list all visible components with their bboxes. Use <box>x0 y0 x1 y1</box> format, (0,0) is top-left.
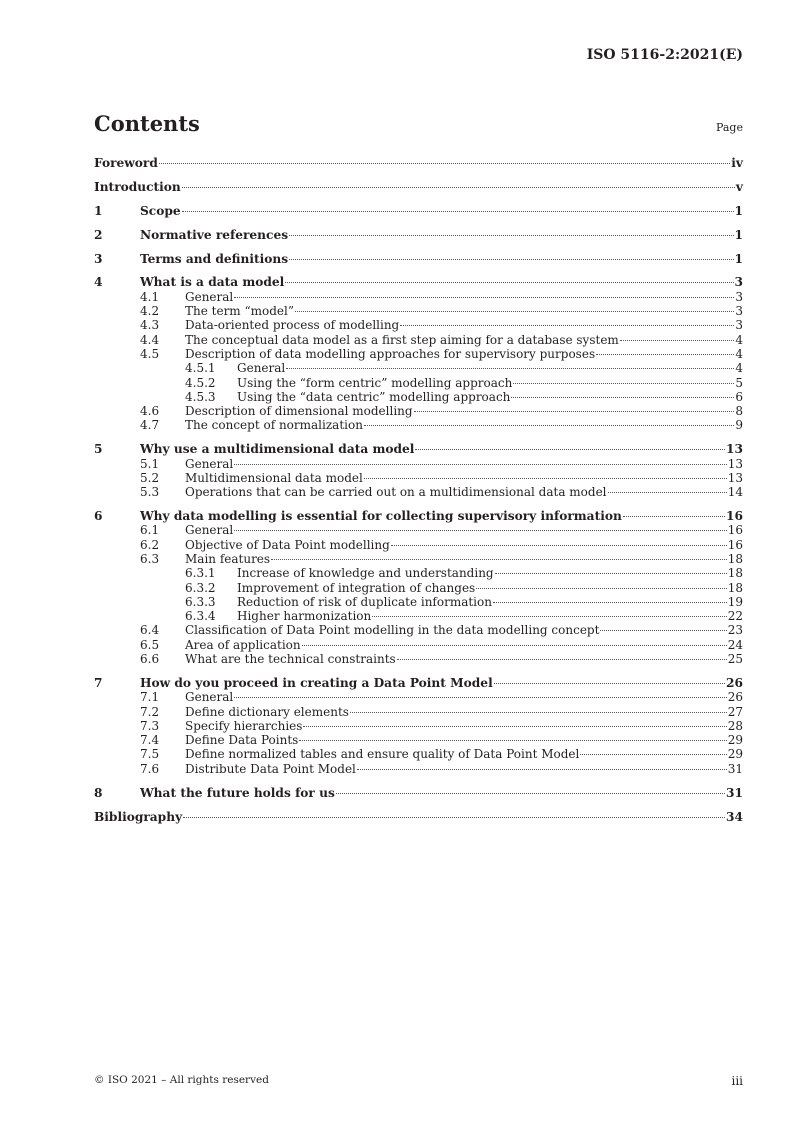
toc-entry-label[interactable]: Using the “form centric” modelling approach <box>237 375 513 390</box>
dot-leader <box>271 559 727 560</box>
toc-entry-page[interactable]: 31 <box>727 761 743 776</box>
toc-entry[interactable] <box>94 304 743 318</box>
toc-entry-number: 4 <box>94 275 103 290</box>
toc-entry[interactable] <box>94 719 743 733</box>
toc-entry-number: 6.3 <box>140 551 160 566</box>
page-number: iii <box>731 1074 743 1088</box>
toc-entry-page[interactable]: 1 <box>734 227 743 242</box>
dot-leader <box>234 297 734 298</box>
toc-entry-label[interactable]: General <box>185 690 234 705</box>
dot-leader <box>476 588 727 589</box>
document-id: ISO 5116-2:2021(E) <box>586 47 743 63</box>
dot-leader <box>285 282 733 283</box>
toc-entry-page[interactable]: 18 <box>727 551 743 566</box>
toc-entry-number: 1 <box>94 203 103 218</box>
dot-leader <box>289 235 733 236</box>
toc-entry-number: 6.4 <box>140 623 160 638</box>
toc-entry[interactable] <box>94 747 743 761</box>
toc-entry-label[interactable]: Distribute Data Point Model <box>185 761 356 776</box>
toc-entry-label[interactable]: Area of application <box>185 637 301 652</box>
dot-leader <box>415 449 725 450</box>
dot-leader <box>608 492 727 493</box>
toc-entry-label[interactable]: Multidimensional data model <box>185 470 363 485</box>
toc-entry-label[interactable]: Higher harmonization <box>237 609 372 624</box>
toc-entry-page[interactable]: 4 <box>735 361 743 376</box>
toc-entry-number: 4.3 <box>140 318 160 333</box>
toc-entry[interactable] <box>94 457 743 471</box>
toc-entry[interactable] <box>94 180 743 194</box>
page-title: Contents <box>94 111 200 136</box>
toc-entry[interactable] <box>94 733 743 747</box>
toc-entry-label[interactable]: Define dictionary elements <box>185 704 349 719</box>
toc-entry-number: 4.7 <box>140 418 160 433</box>
toc-entry[interactable] <box>94 523 743 537</box>
toc-entry-label[interactable]: Define Data Points <box>185 733 299 748</box>
toc-entry-number: 5.3 <box>140 485 160 500</box>
toc-entry-label[interactable]: Description of dimensional modelling <box>185 404 413 419</box>
toc-entry-page[interactable]: 26 <box>727 690 743 705</box>
toc-entry-page[interactable]: 13 <box>727 470 743 485</box>
toc-entry-page[interactable]: 24 <box>727 637 743 652</box>
toc-entry-label[interactable]: Main features <box>185 551 271 566</box>
toc-entry-number: 4.6 <box>140 404 160 419</box>
dot-leader <box>397 659 727 660</box>
toc-entry[interactable] <box>94 228 743 242</box>
toc-entry-label[interactable]: General <box>185 289 234 304</box>
toc-entry-label[interactable]: General <box>237 361 286 376</box>
toc-entry-label[interactable]: The term “model” <box>185 304 294 319</box>
toc-entry[interactable] <box>94 376 743 390</box>
toc-entry-label[interactable]: Operations that can be carried out on a multidimensional data model <box>185 485 607 500</box>
toc-entry-page[interactable]: 3 <box>735 318 743 333</box>
toc-entry[interactable] <box>94 609 743 623</box>
toc-entry[interactable] <box>94 275 743 289</box>
toc-entry-label[interactable]: Scope <box>140 203 181 218</box>
toc-entry-page[interactable]: v <box>735 179 743 194</box>
dot-leader <box>234 464 726 465</box>
toc-entry[interactable] <box>94 538 743 552</box>
toc-entry-page[interactable]: iv <box>731 156 743 170</box>
toc-entry-page[interactable]: 29 <box>727 733 743 748</box>
toc-entry-page[interactable]: 5 <box>735 375 743 390</box>
toc-entry[interactable] <box>94 347 743 361</box>
dot-leader <box>400 325 734 326</box>
toc-entry-label[interactable]: Using the “data centric” modelling approach <box>237 389 511 404</box>
toc-entry-label[interactable]: Data-oriented process of modelling <box>185 318 400 333</box>
toc-entry[interactable] <box>94 581 743 595</box>
toc-entry-page[interactable]: 4 <box>735 346 743 361</box>
toc-entry-page[interactable]: 16 <box>726 509 743 524</box>
dot-leader <box>182 187 735 188</box>
toc-entry[interactable] <box>94 471 743 485</box>
toc-entry-label[interactable]: Why use a multidimensional data model <box>140 442 415 457</box>
dot-leader <box>596 354 734 355</box>
toc-entry-label[interactable]: General <box>185 523 234 538</box>
toc-entry-page[interactable]: 18 <box>727 580 743 595</box>
table-of-contents <box>94 153 743 824</box>
toc-entry-number: 3 <box>94 251 103 266</box>
toc-entry-label[interactable]: Normative references <box>140 227 289 242</box>
toc-entry-number: 6.3.2 <box>185 580 216 595</box>
toc-entry-page[interactable]: 31 <box>726 785 743 800</box>
toc-entry-page[interactable]: 19 <box>727 594 743 609</box>
toc-entry[interactable] <box>94 290 743 304</box>
toc-entry-page[interactable]: 22 <box>727 609 743 624</box>
toc-entry-label[interactable]: The concept of normalization <box>185 418 363 433</box>
toc-entry[interactable] <box>94 595 743 609</box>
toc-entry-label[interactable]: Description of data modelling approaches for supervisory purposes <box>185 346 596 361</box>
dot-leader <box>182 211 734 212</box>
dot-leader <box>159 163 730 164</box>
toc-entry-page[interactable]: 3 <box>734 275 743 290</box>
toc-entry[interactable] <box>94 566 743 580</box>
toc-entry-number: 8 <box>94 785 103 800</box>
dot-leader <box>391 545 727 546</box>
dot-leader <box>620 340 735 341</box>
toc-entry-page[interactable]: 23 <box>727 623 743 638</box>
toc-entry[interactable] <box>94 552 743 566</box>
toc-entry-number: 7.2 <box>140 704 160 719</box>
dot-leader <box>600 630 726 631</box>
dot-leader <box>493 602 727 603</box>
dot-leader <box>286 368 734 369</box>
toc-entry-page[interactable]: 13 <box>727 456 743 471</box>
toc-entry-label[interactable]: Introduction <box>94 179 181 194</box>
dot-leader <box>350 712 727 713</box>
toc-entry-page[interactable]: 34 <box>726 809 743 824</box>
toc-entry-number: 6.1 <box>140 523 160 538</box>
toc-entry-label[interactable]: Why data modelling is essential for collecting supervisory information <box>140 509 622 524</box>
toc-entry-label[interactable]: Foreword <box>94 156 158 170</box>
toc-entry-number: 7 <box>94 675 103 690</box>
toc-entry[interactable] <box>94 156 743 170</box>
toc-entry-label[interactable]: Reduction of risk of duplicate information <box>237 594 492 609</box>
copyright-notice: © ISO 2021 – All rights reserved <box>94 1074 269 1086</box>
toc-entry-label[interactable]: Increase of knowledge and understanding <box>237 566 494 581</box>
dot-leader <box>494 683 725 684</box>
footer <box>94 1074 743 1088</box>
dot-leader <box>623 516 725 517</box>
toc-entry-label[interactable]: What is a data model <box>140 275 285 290</box>
toc-entry-number: 4.1 <box>140 289 160 304</box>
toc-entry-number: 7.6 <box>140 761 160 776</box>
toc-entry-number: 6.3.3 <box>185 594 216 609</box>
toc-entry-page[interactable]: 13 <box>726 442 743 457</box>
toc-entry-page[interactable]: 18 <box>727 566 743 581</box>
toc-entry-label[interactable]: What are the technical constraints <box>185 652 396 667</box>
toc-entry-label[interactable]: Objective of Data Point modelling <box>185 537 390 552</box>
dot-leader <box>495 573 727 574</box>
toc-entry-page[interactable]: 14 <box>727 485 743 500</box>
dot-leader <box>364 478 727 479</box>
toc-entry[interactable] <box>94 652 743 666</box>
toc-entry-label[interactable]: Terms and definitions <box>140 251 289 266</box>
toc-entry-number: 4.2 <box>140 304 160 319</box>
toc-entry-page[interactable]: 29 <box>727 747 743 762</box>
toc-entry-page[interactable]: 27 <box>727 704 743 719</box>
toc-entry[interactable] <box>94 676 743 690</box>
toc-entry-number: 7.1 <box>140 690 160 705</box>
dot-leader <box>414 411 735 412</box>
dot-leader <box>183 817 725 818</box>
toc-entry-page[interactable]: 1 <box>734 251 743 266</box>
dot-leader <box>357 769 727 770</box>
toc-entry[interactable] <box>94 638 743 652</box>
toc-entry-number: 4.5.2 <box>185 375 216 390</box>
toc-entry[interactable] <box>94 509 743 523</box>
toc-entry[interactable] <box>94 390 743 404</box>
toc-entry-page[interactable]: 1 <box>734 203 743 218</box>
toc-entry-number: 5 <box>94 442 103 457</box>
toc-entry-label[interactable]: Bibliography <box>94 809 183 824</box>
toc-entry-number: 4.5 <box>140 346 160 361</box>
toc-entry-number: 7.5 <box>140 747 160 762</box>
toc-entry-number: 7.4 <box>140 733 160 748</box>
toc-entry-page[interactable]: 3 <box>735 304 743 319</box>
toc-entry[interactable] <box>94 442 743 456</box>
dot-leader <box>302 645 727 646</box>
toc-entry[interactable] <box>94 705 743 719</box>
dot-leader <box>234 697 726 698</box>
toc-entry[interactable] <box>94 810 743 824</box>
toc-entry-page[interactable]: 3 <box>735 289 743 304</box>
toc-entry-number: 6.3.4 <box>185 609 216 624</box>
dot-leader <box>511 397 734 398</box>
toc-entry-number: 6.2 <box>140 537 160 552</box>
dot-leader <box>513 383 734 384</box>
toc-entry-page[interactable]: 16 <box>727 523 743 538</box>
toc-entry-label[interactable]: Specify hierarchies <box>185 718 303 733</box>
toc-entry[interactable] <box>94 252 743 266</box>
toc-entry-page[interactable]: 4 <box>735 332 743 347</box>
dot-leader <box>234 530 726 531</box>
toc-entry-label[interactable]: Classification of Data Point modelling in the data modelling concept <box>185 623 600 638</box>
toc-entry[interactable] <box>94 318 743 332</box>
toc-entry[interactable] <box>94 204 743 218</box>
toc-entry-label[interactable]: How do you proceed in creating a Data Point Model <box>140 675 493 690</box>
toc-entry-page[interactable]: 26 <box>726 675 743 690</box>
toc-entry-label[interactable]: General <box>185 456 234 471</box>
toc-entry-number: 4.4 <box>140 332 160 347</box>
dot-leader <box>336 793 725 794</box>
toc-entry[interactable] <box>94 786 743 800</box>
toc-entry-label[interactable]: Define normalized tables and ensure quality of Data Point Model <box>185 747 580 762</box>
toc-entry-number: 5.1 <box>140 456 160 471</box>
toc-entry-number: 4.5.1 <box>185 361 216 376</box>
toc-entry[interactable] <box>94 404 743 418</box>
toc-entry-page[interactable]: 25 <box>727 652 743 667</box>
toc-entry-page[interactable]: 9 <box>735 418 743 433</box>
toc-entry-page[interactable]: 8 <box>735 404 743 419</box>
toc-entry-number: 6.5 <box>140 637 160 652</box>
toc-entry[interactable] <box>94 485 743 499</box>
toc-entry-page[interactable]: 6 <box>735 389 743 404</box>
toc-entry[interactable] <box>94 333 743 347</box>
dot-leader <box>289 259 733 260</box>
toc-entry-label[interactable]: What the future holds for us <box>140 785 335 800</box>
dot-leader <box>372 616 726 617</box>
toc-entry[interactable] <box>94 418 743 432</box>
toc-entry-number: 6.6 <box>140 652 160 667</box>
toc-entry-page[interactable]: 16 <box>727 537 743 552</box>
toc-entry-number: 7.3 <box>140 718 160 733</box>
toc-entry[interactable] <box>94 762 743 776</box>
dot-leader <box>295 311 734 312</box>
toc-entry-number: 5.2 <box>140 470 160 485</box>
page-column-label: Page <box>715 121 743 134</box>
toc-entry[interactable] <box>94 361 743 375</box>
dot-leader <box>299 740 726 741</box>
toc-entry-label[interactable]: Improvement of integration of changes <box>237 580 476 595</box>
toc-entry-number: 4.5.3 <box>185 389 216 404</box>
toc-entry-number: 6 <box>94 509 103 524</box>
toc-entry-label[interactable]: The conceptual data model as a first step aiming for a database system <box>185 332 619 347</box>
title-row <box>94 111 743 136</box>
toc-entry-number: 6.3.1 <box>185 566 216 581</box>
dot-leader <box>580 754 726 755</box>
toc-entry-number: 2 <box>94 227 103 242</box>
dot-leader <box>364 425 734 426</box>
toc-entry-page[interactable]: 28 <box>727 718 743 733</box>
toc-entry[interactable] <box>94 623 743 637</box>
dot-leader <box>303 726 726 727</box>
toc-entry[interactable] <box>94 690 743 704</box>
